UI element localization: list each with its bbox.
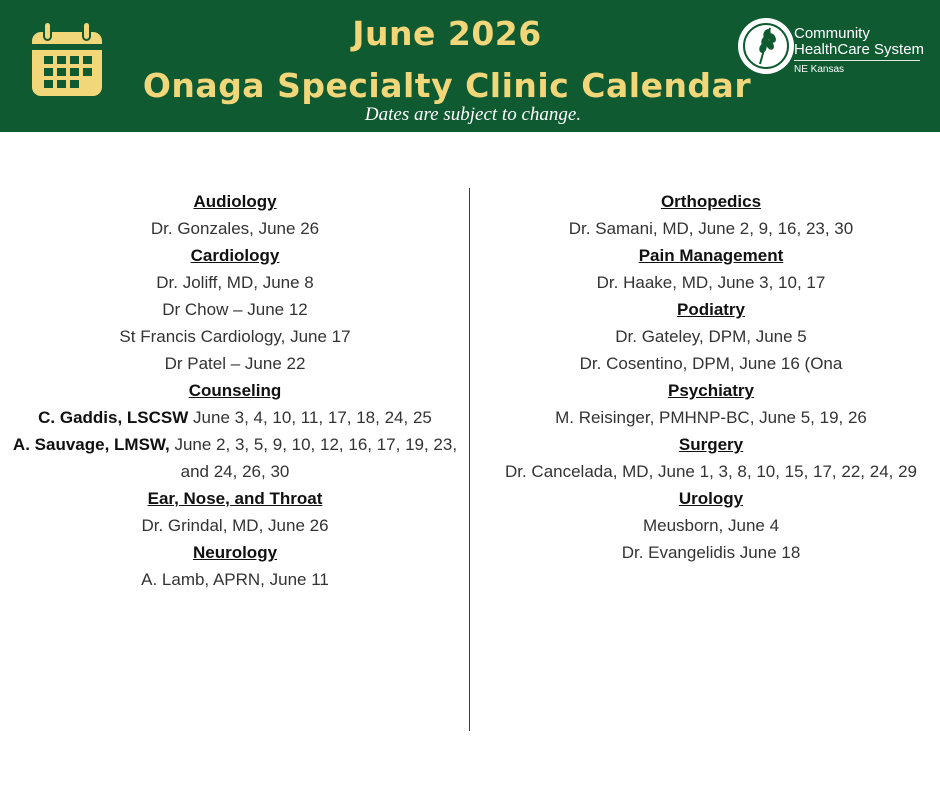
- provider-name: C. Gaddis, LSCSW: [38, 408, 189, 427]
- list-item: Dr. Cancelada, MD, June 1, 3, 8, 10, 15, 17, 22, 24, 29: [504, 462, 918, 481]
- section-heading-counseling: Counseling: [188, 381, 282, 400]
- list-item: Dr. Samani, MD, June 2, 9, 16, 23, 30: [568, 219, 854, 238]
- list-item: Dr. Cosentino, DPM, June 16 (Ona: [579, 354, 843, 373]
- list-item: [0, 431, 470, 458]
- provider-dates: June 2, 3, 5, 9, 10, 12, 16, 17, 19, 23,: [169, 435, 458, 454]
- section-heading-surgery: Surgery: [678, 435, 744, 454]
- list-item: Dr. Gonzales, June 26: [150, 219, 320, 238]
- list-item: Dr. Gateley, DPM, June 5: [615, 327, 807, 346]
- section-heading-orthopedics: Orthopedics: [660, 192, 762, 211]
- provider-name: A. Sauvage, LMSW,: [12, 435, 170, 454]
- list-item: A. Lamb, APRN, June 11: [141, 570, 329, 589]
- logo-text-region: NE Kansas: [794, 64, 845, 75]
- logo-text-community: Community: [794, 25, 870, 42]
- right-column: [478, 188, 940, 566]
- list-item: M. Reisinger, PMHNP-BC, June 5, 19, 26: [555, 408, 867, 427]
- page-title-clinic: Onaga Specialty Clinic Calendar: [142, 66, 752, 105]
- provider-dates: June 3, 4, 10, 11, 17, 18, 24, 25: [188, 408, 432, 427]
- list-item: St Francis Cardiology, June 17: [119, 327, 351, 346]
- section-heading-audiology: Audiology: [193, 192, 277, 211]
- header-banner: [0, 0, 940, 132]
- section-heading-urology: Urology: [678, 489, 744, 508]
- list-item: Dr. Grindal, MD, June 26: [141, 516, 329, 535]
- list-item: Meusborn, June 4: [642, 516, 780, 535]
- logo: [736, 16, 936, 80]
- list-item: and 24, 26, 30: [180, 462, 290, 481]
- wheat-logo-icon: [736, 16, 796, 76]
- section-heading-psychiatry: Psychiatry: [668, 381, 754, 400]
- section-heading-neurology: Neurology: [192, 543, 278, 562]
- page-subtitle: Dates are subject to change.: [364, 104, 582, 125]
- section-heading-ent: Ear, Nose, and Throat: [147, 489, 323, 508]
- section-heading-podiatry: Podiatry: [676, 300, 746, 319]
- list-item: Dr. Joliff, MD, June 8: [156, 273, 314, 292]
- left-column: [0, 188, 470, 593]
- section-heading-pain-management: Pain Management: [638, 246, 784, 265]
- section-heading-cardiology: Cardiology: [190, 246, 280, 265]
- logo-text-healthcare: HealthCare System: [794, 41, 925, 58]
- list-item: Dr. Evangelidis June 18: [621, 543, 801, 562]
- list-item: Dr Patel – June 22: [164, 354, 306, 373]
- page-title-month: June 2026: [352, 14, 542, 53]
- list-item: Dr. Haake, MD, June 3, 10, 17: [596, 273, 826, 292]
- list-item: [0, 404, 470, 431]
- list-item: Dr Chow – June 12: [162, 300, 308, 319]
- logo-divider: [794, 60, 920, 61]
